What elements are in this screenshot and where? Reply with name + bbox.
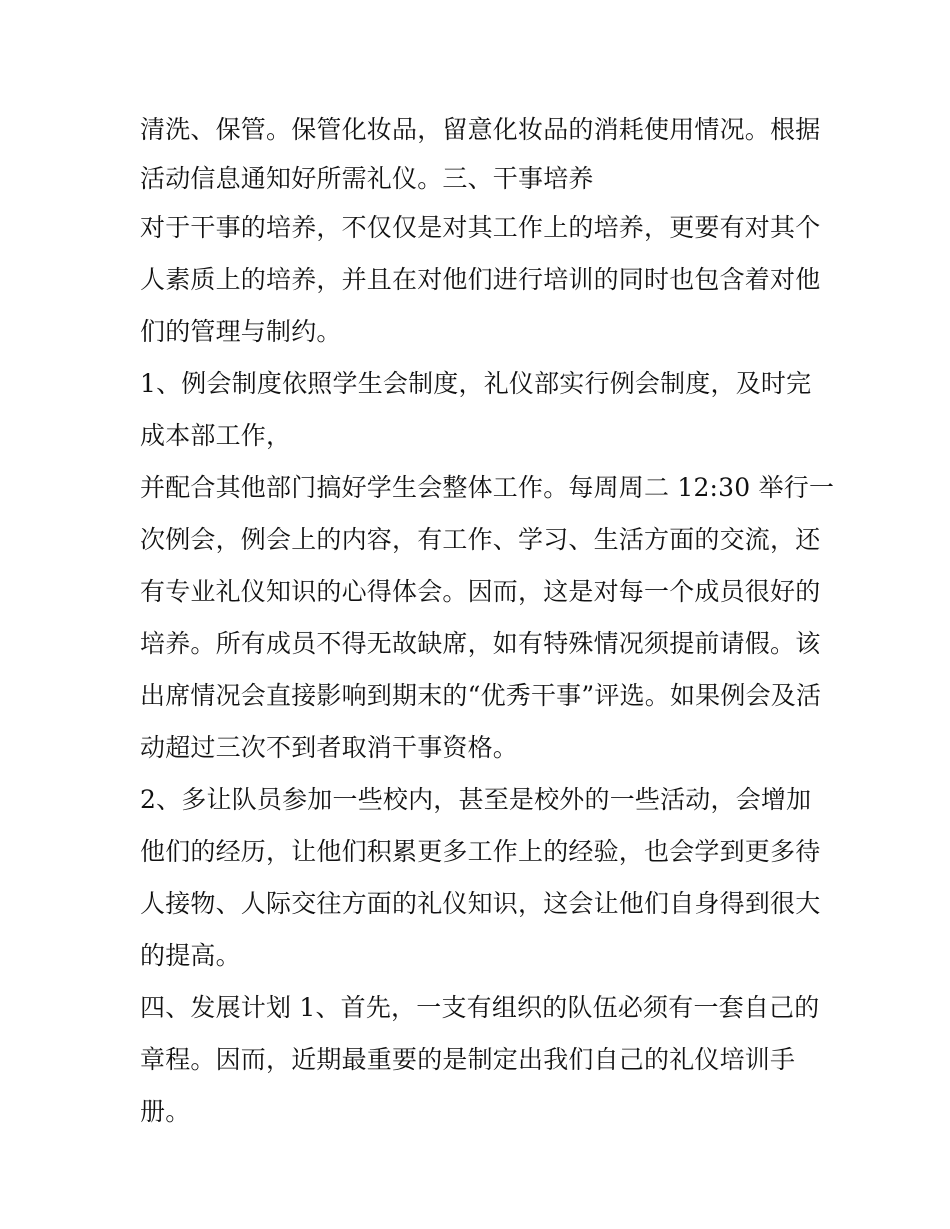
text-line: 动超过三次不到者取消干事资格。 [140, 733, 519, 762]
text-line: 章程。因而，近期最重要的是制定出我们自己的礼仪培训手 [140, 1045, 796, 1074]
text-line: 次例会，例会上的内容，有工作、学习、生活方面的交流，还 [140, 525, 821, 554]
text-line: 有专业礼仪知识的心得体会。因而，这是对每一个成员很好的 [140, 577, 821, 606]
text-line: 并配合其他部门搞好学生会整体工作。每周周二 12:30 举行一 [140, 473, 835, 502]
text-line: 人接物、人际交往方面的礼仪知识，这会让他们自身得到很大 [140, 889, 821, 918]
text-line: 1、例会制度依照学生会制度，礼仪部实行例会制度，及时完 [140, 369, 812, 398]
text-line: 册。 [140, 1097, 191, 1126]
text-line: 他们的经历，让他们积累更多工作上的经验，也会学到更多待 [140, 837, 821, 866]
text-line: 四、发展计划 1、首先，一支有组织的队伍必须有一套自己的 [140, 993, 820, 1022]
text-line: 们的管理与制约。 [140, 317, 342, 346]
text-line: 的提高。 [140, 941, 241, 970]
text-line: 成本部工作， [140, 421, 292, 450]
document-body [140, 104, 835, 1138]
text-line: 人素质上的培养，并且在对他们进行培训的同时也包含着对他 [140, 265, 821, 294]
text-line: 出席情况会直接影响到期末的“优秀干事”评选。如果例会及活 [140, 681, 822, 710]
text-line: 清洗、保管。保管化妆品，留意化妆品的消耗使用情况。根据 [140, 115, 821, 144]
text-line: 培养。所有成员不得无故缺席，如有特殊情况须提前请假。该 [140, 629, 821, 658]
text-line: 2、多让队员参加一些校内，甚至是校外的一些活动，会增加 [140, 785, 812, 814]
text-line: 活动信息通知好所需礼仪。三、干事培养 [140, 164, 594, 193]
text-line: 对于干事的培养，不仅仅是对其工作上的培养，更要有对其个 [140, 213, 821, 242]
